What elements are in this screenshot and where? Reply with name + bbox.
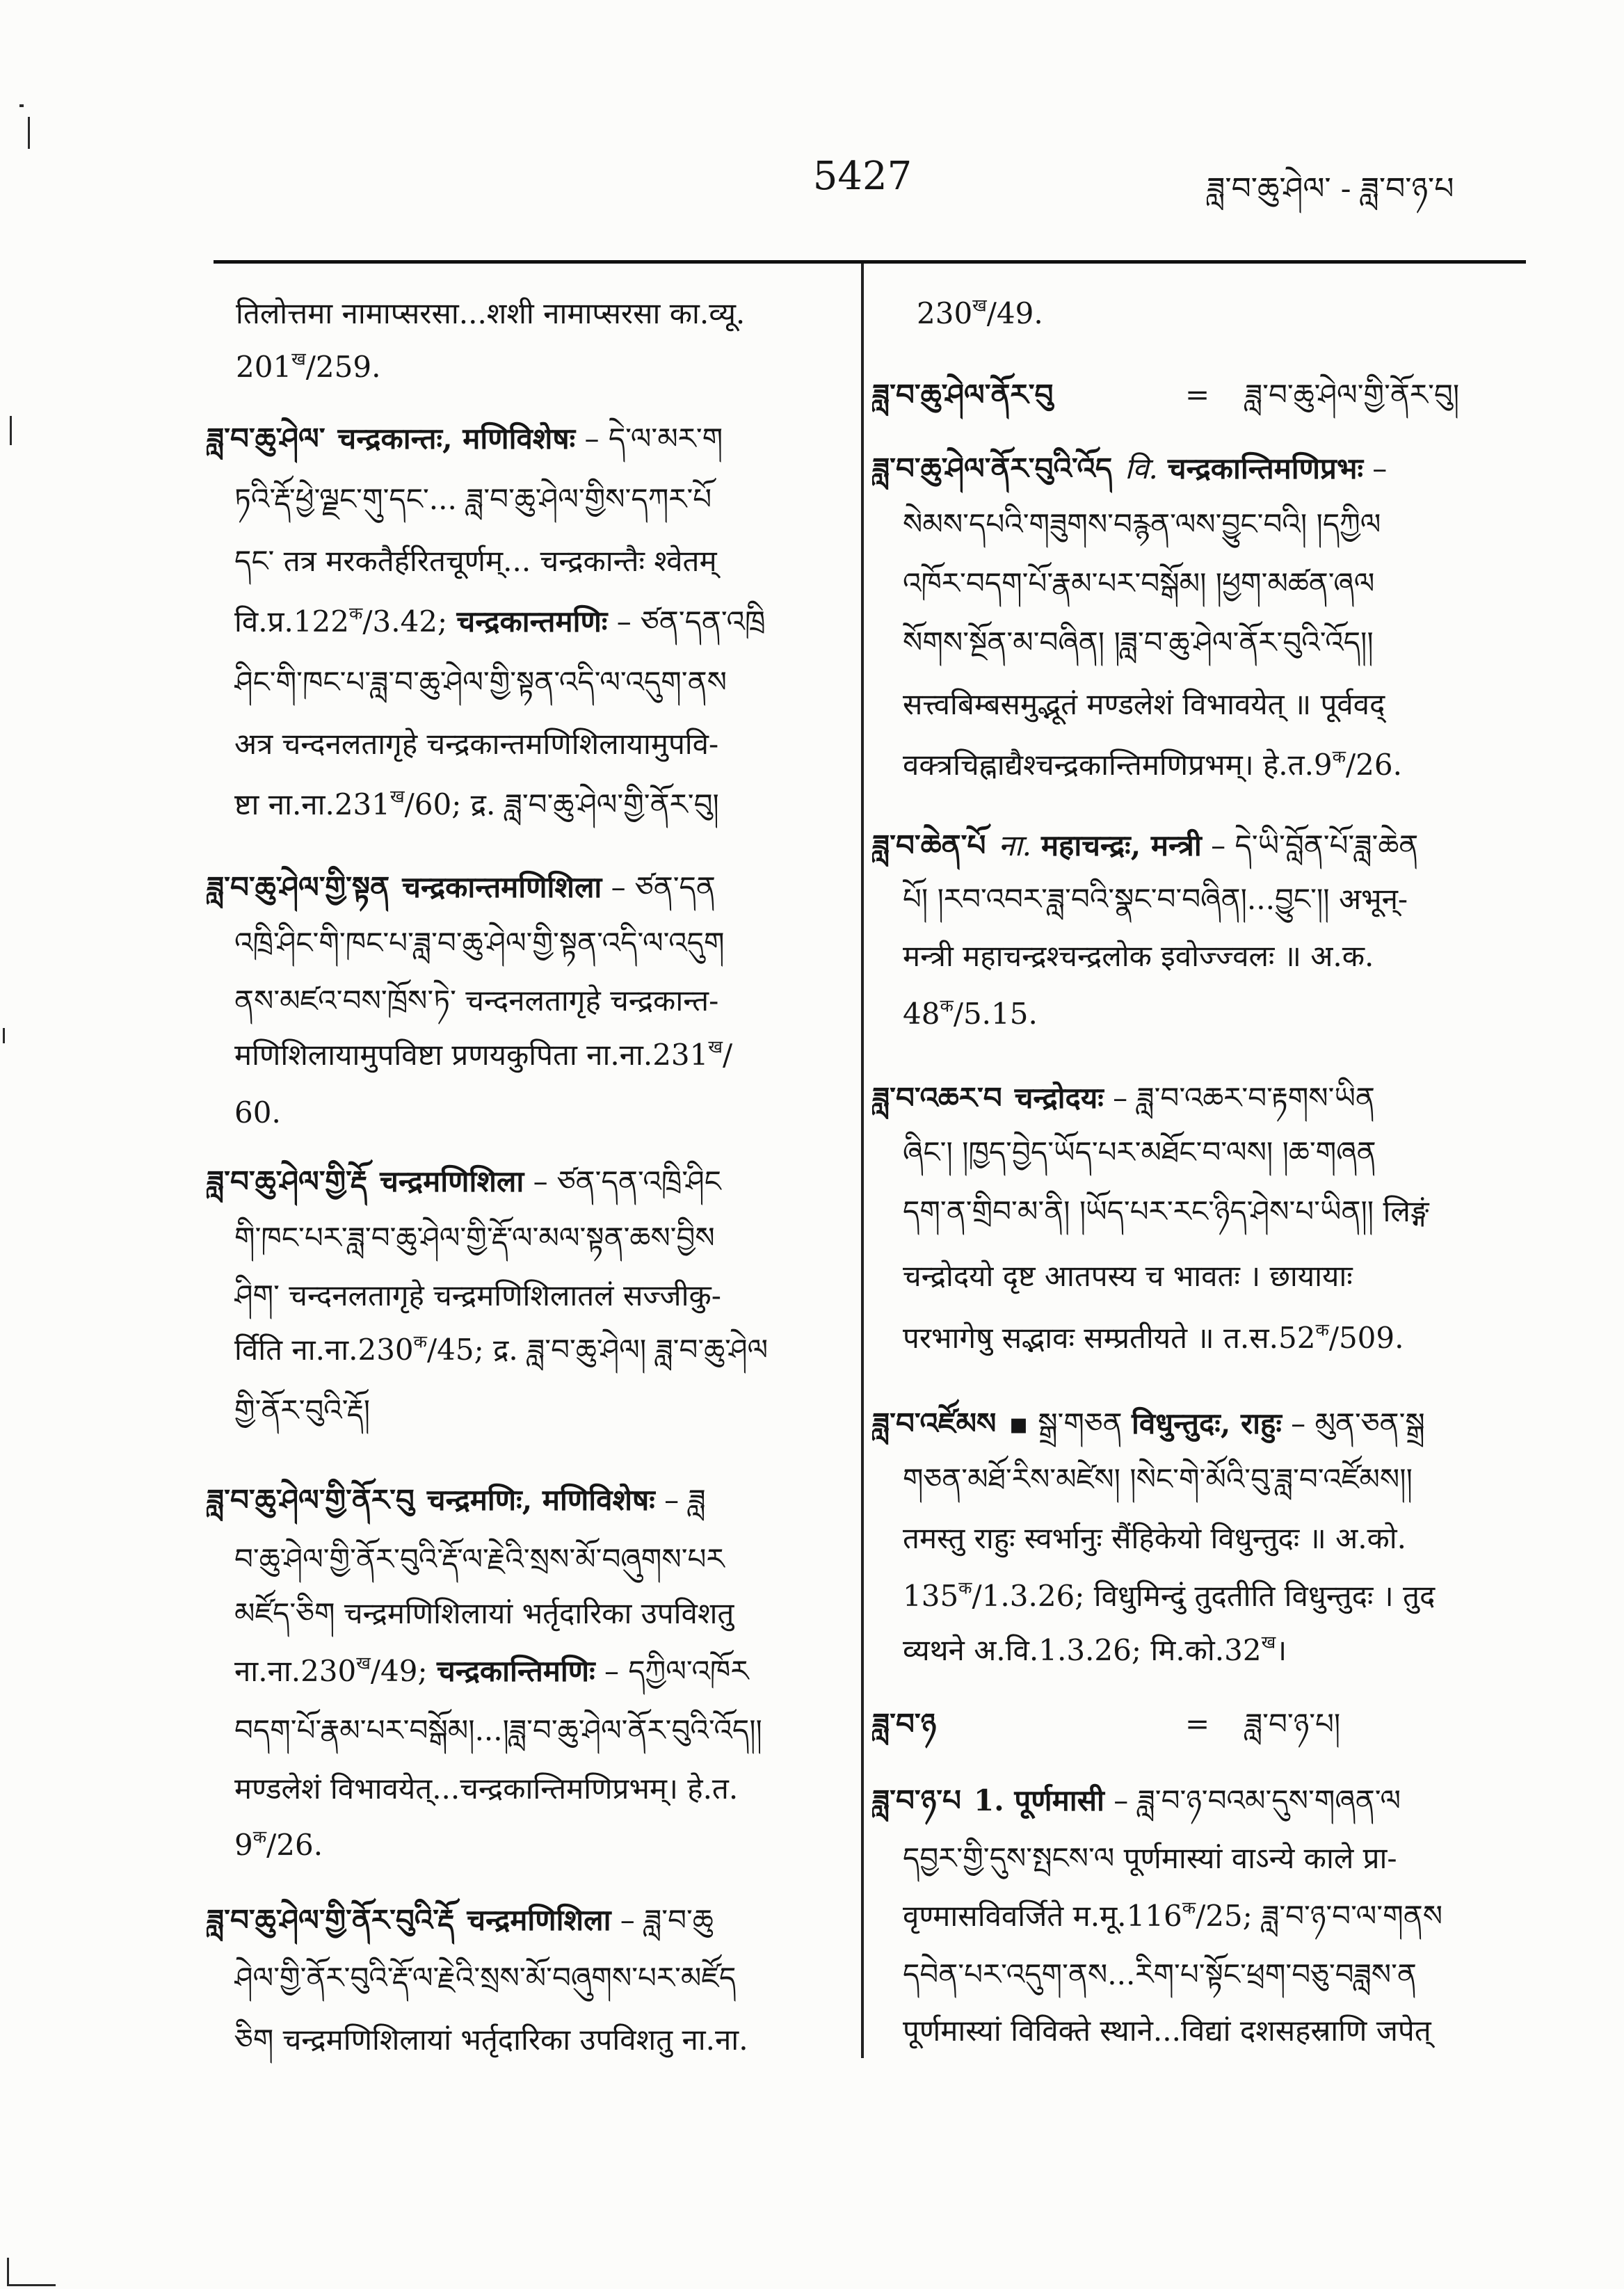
entry-text: ཞིང་། །ཁྱད་བྱེད་ཡོད་པར་མཐོང་བ་ལས། །ཆ་གཞན [903, 1135, 1376, 1169]
entry-line [903, 499, 1523, 555]
entry-text: – ཙན་དན་འཁྲི [607, 604, 766, 638]
entry-text: འཁོར་བདག་པོ་རྣམ་པར་བསྒོམ། །ཕྱག་མཚན་ཞལ [903, 566, 1375, 600]
entry-text: अत्र चन्दनलतागृहे चन्द्रकान्तमणिशिलायामुपवि- [234, 727, 719, 761]
headword: ཟླ་བ་ཆུ་ཤེལ་ [207, 421, 325, 456]
entry-line [903, 1251, 1523, 1307]
entry-text: དག་ན་གྲིབ་མ་ནི། །ཡོད་པར་རང་ཉིད་ཤེས་པ་ཡིན།། लिङ्गं [903, 1194, 1429, 1228]
headword: ཟླ་བ་ཆུ་ཤེལ་གྱི་ནོར་བུའི་རྡོ [207, 1903, 455, 1937]
headword: ཟླ་བ་ཆུ་ཤེལ་གྱི་ནོར་བུ [207, 1483, 415, 1517]
headword: ཟླ་བ་ཆུ་ཤེལ་གྱི་སྟན [207, 870, 390, 904]
entry-line [234, 1534, 843, 1590]
headword: ཟླ་བ་ཉ་པ [872, 1783, 961, 1817]
entry-head-line [872, 370, 1523, 426]
scan-artifact [19, 104, 24, 107]
headword: ཟླ་བ་ཆེན་པོ [872, 828, 986, 862]
entry-head-line [207, 862, 843, 918]
entry-text: སོགས་སྔོན་མ་བཞིན། །ཟླ་བ་ཆུ་ཤེལ་ནོར་བུའི་འོད།། [903, 625, 1374, 659]
entry-line [903, 1513, 1523, 1569]
entry-line [234, 719, 843, 775]
entry-line [903, 1187, 1523, 1242]
entry-text: पूर्णमास्यां विविक्ते स्थाने...विद्यां दशसहस्राणि जपेत् [903, 2014, 1431, 2048]
entry-line [234, 780, 843, 835]
entry-line [234, 976, 843, 1031]
entry-head-line [207, 1475, 843, 1531]
entry-text: $9^क/26$. [234, 1826, 323, 1862]
entry-text: व्यथने अ.वि.1.3.26; $मि.को.32^ख।$ [903, 1632, 1287, 1667]
sanskrit-gloss: चन्द्रमणिशिला [380, 1164, 524, 1198]
scan-artifact [28, 117, 30, 149]
entry-head-line [207, 414, 843, 469]
scan-artifact [3, 1028, 5, 1043]
entry-text: $135^क/1.3.26$; विधुमिन्दुं तुदतीति विधुन्तुदः । तुद [903, 1577, 1436, 1613]
entry-line [903, 680, 1523, 735]
sanskrit-gloss: चन्द्रोदयः [1014, 1081, 1104, 1115]
entry-text: ཤིང་གི་ཁང་པ་ཟླ་བ་ཆུ་ཤེལ་གྱི་སྟན་འདི་ལ་འདུག་ནས [234, 665, 727, 699]
entry-line [903, 989, 1523, 1045]
entry-head-line [872, 1776, 1523, 1831]
running-head: ཟླ་བ་ཆུ་ཤེལ་ - ཟླ་བ་ཉ་པ [1207, 171, 1454, 207]
entry-text: ཤིག་ चन्दनलतागृहे चन्द्रमणिशिलातलं सज्जीकु- [234, 1278, 721, 1312]
entry-line [234, 1030, 843, 1086]
cross-reference-target: ཟླ་བ་ཆུ་ཤེལ་གྱི་ནོར་བུ། [1245, 378, 1460, 412]
entry-text: དབེན་པར་འདུག་ནས...རིག་པ་སྟོང་ཕྲག་བཅུ་བཟླས་ན [903, 1957, 1417, 1991]
entry-text: ཤེལ་གྱི་ནོར་བུའི་རྡོ་ལ་རྗེའི་སྲས་མོ་བཞུགས་པར་མཛོད [234, 1961, 737, 1995]
entry-line [903, 1454, 1523, 1510]
sanskrit-gloss: 1. पूर्णमासी [973, 1783, 1104, 1817]
entry-line [903, 618, 1523, 673]
sanskrit-gloss: चन्द्रकान्तमणिः [456, 604, 608, 638]
entry-text: – དཀྱིལ་འཁོར [595, 1654, 749, 1688]
entry-text: तिलोत्तमा नामाप्सरसा...शशी नामाप्सरसा का.व्यू. [236, 296, 746, 330]
entry-text: མཛོད་ཅིག चन्द्रमणिशिलायां भर्तृदारिका उपविशतु [234, 1596, 734, 1630]
entry-text: དབྱར་གྱི་དུས་སྤངས་ལ पूर्णमास्यां वाऽन्ये काले प्रा- [903, 1841, 1397, 1875]
entry-line [234, 2015, 843, 2071]
entry-text: मण्डलेशं विभावयेत्...चन्द्रकान्तिमणिप्रभम्। हे.त. [234, 1772, 739, 1806]
entry-text: $201^ख/259$. [236, 348, 381, 384]
entry-text: – ཟླ་བ་ཉ་བའམ་དུས་གཞན་ལ [1104, 1783, 1401, 1817]
entry-text: གཅན་མཐོ་རིས་མཛེས། །སེང་གེ་མོའི་བུ་ཟླ་བ་འཛོམས།། [903, 1462, 1413, 1496]
entry-text: सत्त्वबिम्बसमुद्भूतं मण्डलेशं विभावयेत् ॥ पूर्ववद् [903, 687, 1385, 721]
headword: ཟླ་བ་འཆར་བ [872, 1081, 1002, 1115]
entry-line [903, 1950, 1523, 2005]
entry-text: – ཙན་དན [602, 870, 716, 904]
entry-line [234, 1764, 843, 1820]
entry-line [903, 931, 1523, 987]
headword: ཟླ་བ་འཛོམས [872, 1406, 997, 1440]
entry-text: ▪ སྒྲ་གཅན [1008, 1406, 1132, 1440]
entry-text: པོ། །རབ་འབར་ཟླ་བའི་སྣང་བ་བཞིན།...བྱུང་།། अभून्- [903, 882, 1408, 916]
entry-head-line [872, 1399, 1523, 1454]
entry-text: – ཟླ་བ་ཆུ [611, 1903, 714, 1937]
entry-line [903, 1891, 1523, 1947]
entry-line [234, 1953, 843, 2009]
entry-text: – ཙན་དན་འཁྲི་ཤིང [524, 1164, 721, 1198]
entry-line [234, 1705, 843, 1761]
entry-line [903, 874, 1523, 930]
equals-sign: = [1185, 1707, 1210, 1741]
entry-line [903, 1571, 1523, 1627]
entry-line [234, 474, 843, 530]
entry-line [903, 1833, 1523, 1889]
equals-sign: = [1185, 378, 1210, 412]
entry-text: བ་ཆུ་ཤེལ་གྱི་ནོར་བུའི་རྡོ་ལ་རྗེའི་སྲས་མོ་བཞུགས་པར [234, 1542, 725, 1576]
entry-text: – མུན་ཅན་སྒྲ [1281, 1406, 1425, 1440]
cross-reference-target: ཟླ་བ་ཉ་པ། [1245, 1707, 1341, 1741]
sanskrit-gloss: महाचन्द्रः, मन्त्री [1040, 828, 1202, 862]
entry-text: तमस्तु राहुः स्वर्भानुः सैंहिकेयो विधुन्तुदः ॥ अ.को. [903, 1521, 1407, 1555]
headword: ཟླ་བ་ཉ [872, 1707, 937, 1741]
entry-line [234, 536, 843, 592]
grammar-abbreviation: ना. [998, 828, 1031, 862]
sanskrit-gloss: चन्द्रकान्तिमणिः [436, 1654, 595, 1688]
entry-head-line [872, 821, 1523, 876]
entry-text: ནས་མཛའ་བས་ཁྲོས་ཏེ་ चन्दनलतागृहे चन्द्रकान्त- [234, 983, 719, 1018]
entry-text: चन्द्रोदयो दृष्ट आतपस्य च भावतः । छायायाः [903, 1259, 1353, 1293]
column-divider [861, 264, 864, 2058]
entry-head-line [872, 1699, 1523, 1755]
sanskrit-gloss: विधुन्तुदः, राहुः [1132, 1406, 1282, 1440]
entry-head-line [872, 444, 1523, 499]
entry-text: གི་ཁང་པར་ཟླ་བ་ཆུ་ཤེལ་གྱི་རྡོ་ལ་མལ་སྟན་ཆས་བྱིས [234, 1221, 715, 1255]
headword: ཟླ་བ་ཆུ་ཤེལ་གྱི་རྡོ [207, 1164, 368, 1198]
entry-line [234, 1646, 843, 1702]
entry-line [234, 918, 843, 974]
entry-line [236, 289, 843, 344]
entry-text: परभागेषु सद्भावः सम्प्रतीयते ॥ $त.स.52^क/509$. [903, 1319, 1404, 1355]
entry-text: मणिशिलायामुपविष्टा प्रणयकुपिता $ना.ना.231^ख/$ [234, 1036, 733, 1072]
entry-text: འཁྲི་ཤིང་གི་ཁང་པ་ཟླ་བ་ཆུ་ཤེལ་གྱི་སྟན་འདི་ལ་འདུག [234, 926, 725, 960]
grammar-abbreviation: वि. [1125, 451, 1158, 485]
entry-text: སེམས་དཔའི་གཟུགས་བརྙན་ལས་བྱུང་བའི། །དཀྱིལ [903, 507, 1381, 541]
sanskrit-gloss: चन्द्रमणिशिला [467, 1903, 611, 1937]
entry-head-line [207, 1157, 843, 1212]
left-column [207, 278, 843, 2073]
entry-text: – དེ་ལ་མར་ག [575, 421, 723, 456]
entry-line [234, 657, 843, 713]
scan-artifact [7, 2284, 56, 2286]
entry-text: – [1362, 451, 1388, 485]
entry-line [903, 2006, 1523, 2062]
entry-line [234, 597, 843, 652]
entry-line [903, 1313, 1523, 1369]
entry-text: – ཟླ [654, 1483, 706, 1517]
entry-line [903, 740, 1523, 796]
entry-text: – ཟླ་བ་འཆར་བ་རྟགས་ཡིན [1103, 1081, 1375, 1115]
entry-line [234, 1088, 843, 1143]
sanskrit-gloss: चन्द्रकान्तः, मणिविशेषः [337, 421, 576, 456]
entry-line [903, 559, 1523, 614]
entry-line [236, 342, 843, 398]
entry-text: གྱི་ནོར་བུའི་རྡོ། [234, 1393, 371, 1427]
entry-line [234, 1820, 843, 1876]
entry-text: ཏའི་རྡོ་ཕྱེ་ལྗང་གུ་དང་... ཟླ་བ་ཆུ་ཤེལ་གྱིས་དཀར་པོ [234, 482, 712, 516]
page-number: 5427 [812, 154, 913, 199]
scan-artifact [10, 416, 12, 445]
entry-line [234, 1271, 843, 1326]
entry-line [234, 1213, 843, 1269]
sanskrit-gloss: चन्द्रकान्तिमणिप्रभः [1167, 451, 1363, 485]
header-rule [214, 260, 1526, 264]
headword: ཟླ་བ་ཆུ་ཤེལ་ནོར་བུའི་འོད [872, 451, 1113, 485]
entry-text: ष्टा $ना.ना.231^ख/60$; द्र. ཟླ་བ་ཆུ་ཤེལ་གྱི་ནོར་བུ། [234, 786, 719, 821]
entry-line [903, 1127, 1523, 1183]
entry-head-line [872, 1073, 1523, 1129]
entry-text: $ना.ना.230^ख/49$; [234, 1653, 437, 1688]
entry-line [903, 1625, 1523, 1681]
entry-line [234, 1386, 843, 1441]
right-column [872, 278, 1523, 2073]
headword: ཟླ་བ་ཆུ་ཤེལ་ནོར་བུ [872, 378, 1054, 412]
entry-text: བདག་པོ་རྣམ་པར་བསྒོམ།...།ཟླ་བ་ཆུ་ཤེལ་ནོར་བུའི་འོད།། [234, 1713, 762, 1747]
sanskrit-gloss: चन्द्रकान्तमणिशिला [402, 870, 602, 904]
entry-text: मन्त्री महाचन्द्रश्चन्द्रलोक इवोज्ज्वलः ॥ अ.क. [903, 939, 1374, 973]
scan-artifact [7, 2258, 9, 2286]
entry-text: $48^क/5.15$. [903, 995, 1038, 1031]
entry-text: वक्त्रचिह्नाद्यैश्चन्द्रकान्तिमणिप्रभम्। $हे.त.9^क/26$. [903, 746, 1402, 782]
entry-text: དང་ तत्र मरकतैर्हरितचूर्णम्... चन्द्रकान्तैः श्वेतम् [234, 544, 717, 578]
entry-text: वृण्मासविवर्जिते $म.मू.116^क/25$; ཟླ་བ་ཉ་བ་ལ་གནས [903, 1897, 1443, 1933]
entry-head-line [207, 1895, 843, 1951]
entry-line [234, 1589, 843, 1644]
entry-line [917, 289, 1523, 344]
entry-text: – དེ་ཡི་བློན་པོ་ཟླ་ཆེན [1201, 828, 1419, 862]
entry-text: ཅིག चन्द्रमणिशिलायां भर्तृदारिका उपविशतु ना.ना. [234, 2023, 748, 2057]
entry-text: $वि.प्र.122^क/3.42$; [234, 603, 457, 638]
sanskrit-gloss: चन्द्रमणिः, मणिविशेषः [426, 1483, 655, 1517]
entry-text: 60. [234, 1095, 281, 1130]
entry-text: र्विति $ना.ना.230^क/45$; द्र. ཟླ་བ་ཆུ་ཤེལ། ཟླ་བ་ཆུ་ཤེལ [234, 1331, 769, 1367]
entry-line [234, 1325, 843, 1381]
entry-text: $230^ख/49$. [917, 295, 1043, 330]
